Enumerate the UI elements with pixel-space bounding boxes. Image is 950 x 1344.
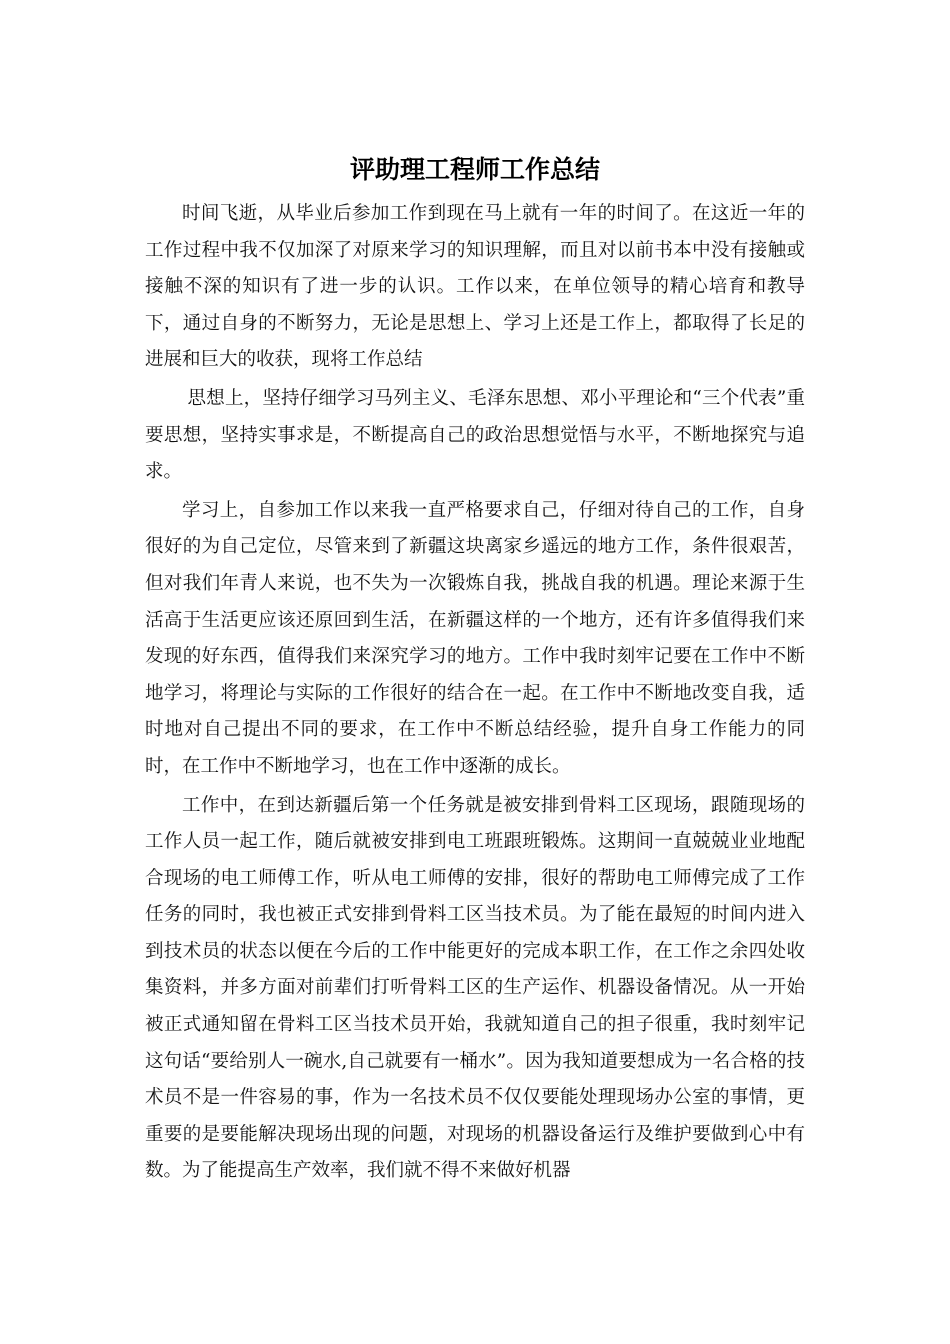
paragraph-study: 学习上，自参加工作以来我一直严格要求自己，仔细对待自己的工作，自身很好的为自己定位，尽管来到了新疆这块离家乡遥远的地方工作，条件很艰苦，但对我们年青人来说，也不失为一次锻炼自我，挑战自我的机遇。理论来源于生活高于生活更应该还原回到生活，在新疆这样的一个地方，还有许多值得我们来发现的好东西，值得我们来深究学习的地方。工作中我时刻牢记要在工作中不断地学习，将理论与实际的工作很好的结合在一起。在工作中不断地改变自我，适时地对自己提出不同的要求，在工作中不断总结经验，提升自身工作能力的同时，在工作中不断地学习，也在工作中逐渐的成长。: [145, 499, 805, 777]
paragraph-work: 工作中，在到达新疆后第一个任务就是被安排到骨料工区现场，跟随现场的工作人员一起工作，随后就被安排到电工班跟班锻炼。这期间一直兢兢业业地配合现场的电工师傅工作，听从电工师傅的安排，很好的帮助电工师傅完成了工作任务的同时，我也被正式安排到骨料工区当技术员。为了能在最短的时间内进入到技术员的状态以便在今后的工作中能更好的完成本职工作，在工作之余四处收集资料，并多方面对前辈们打听骨料工区的生产运作、机器设备情况。从一开始被正式通知留在骨料工区当技术员开始，我就知道自己的担子很重，我时刻牢记这句话“要给别人一碗水,自己就要有一桶水”。因为我知道要想成为一名合格的技术员不是一件容易的事，作为一名技术员不仅仅要能处理现场办公室的事情，更重要的是要能解决现场出现的问题，对现场的机器设备运行及维护要做到心中有数。为了能提高生产效率，我们就不得不来做好机器: [145, 794, 805, 1182]
paragraph-thought: 思想上，坚持仔细学习马列主义、毛泽东思想、邓小平理论和“三个代表”重要思想，坚持实事求是，不断提高自己的政治思想觉悟与水平，不断地探究与追求。: [145, 387, 805, 483]
document-body: [145, 196, 805, 1192]
document-title: 评助理工程师工作总结: [349, 155, 600, 184]
paragraph-intro: 时间飞逝，从毕业后参加工作到现在马上就有一年的时间了。在这近一年的工作过程中我不仅加深了对原来学习的知识理解，而且对以前书本中没有接触或接触不深的知识有了进一步的认识。工作以来，在单位领导的精心培育和教导下，通过自身的不断努力，无论是思想上、学习上还是工作上，都取得了长足的进展和巨大的收获，现将工作总结: [145, 203, 805, 371]
